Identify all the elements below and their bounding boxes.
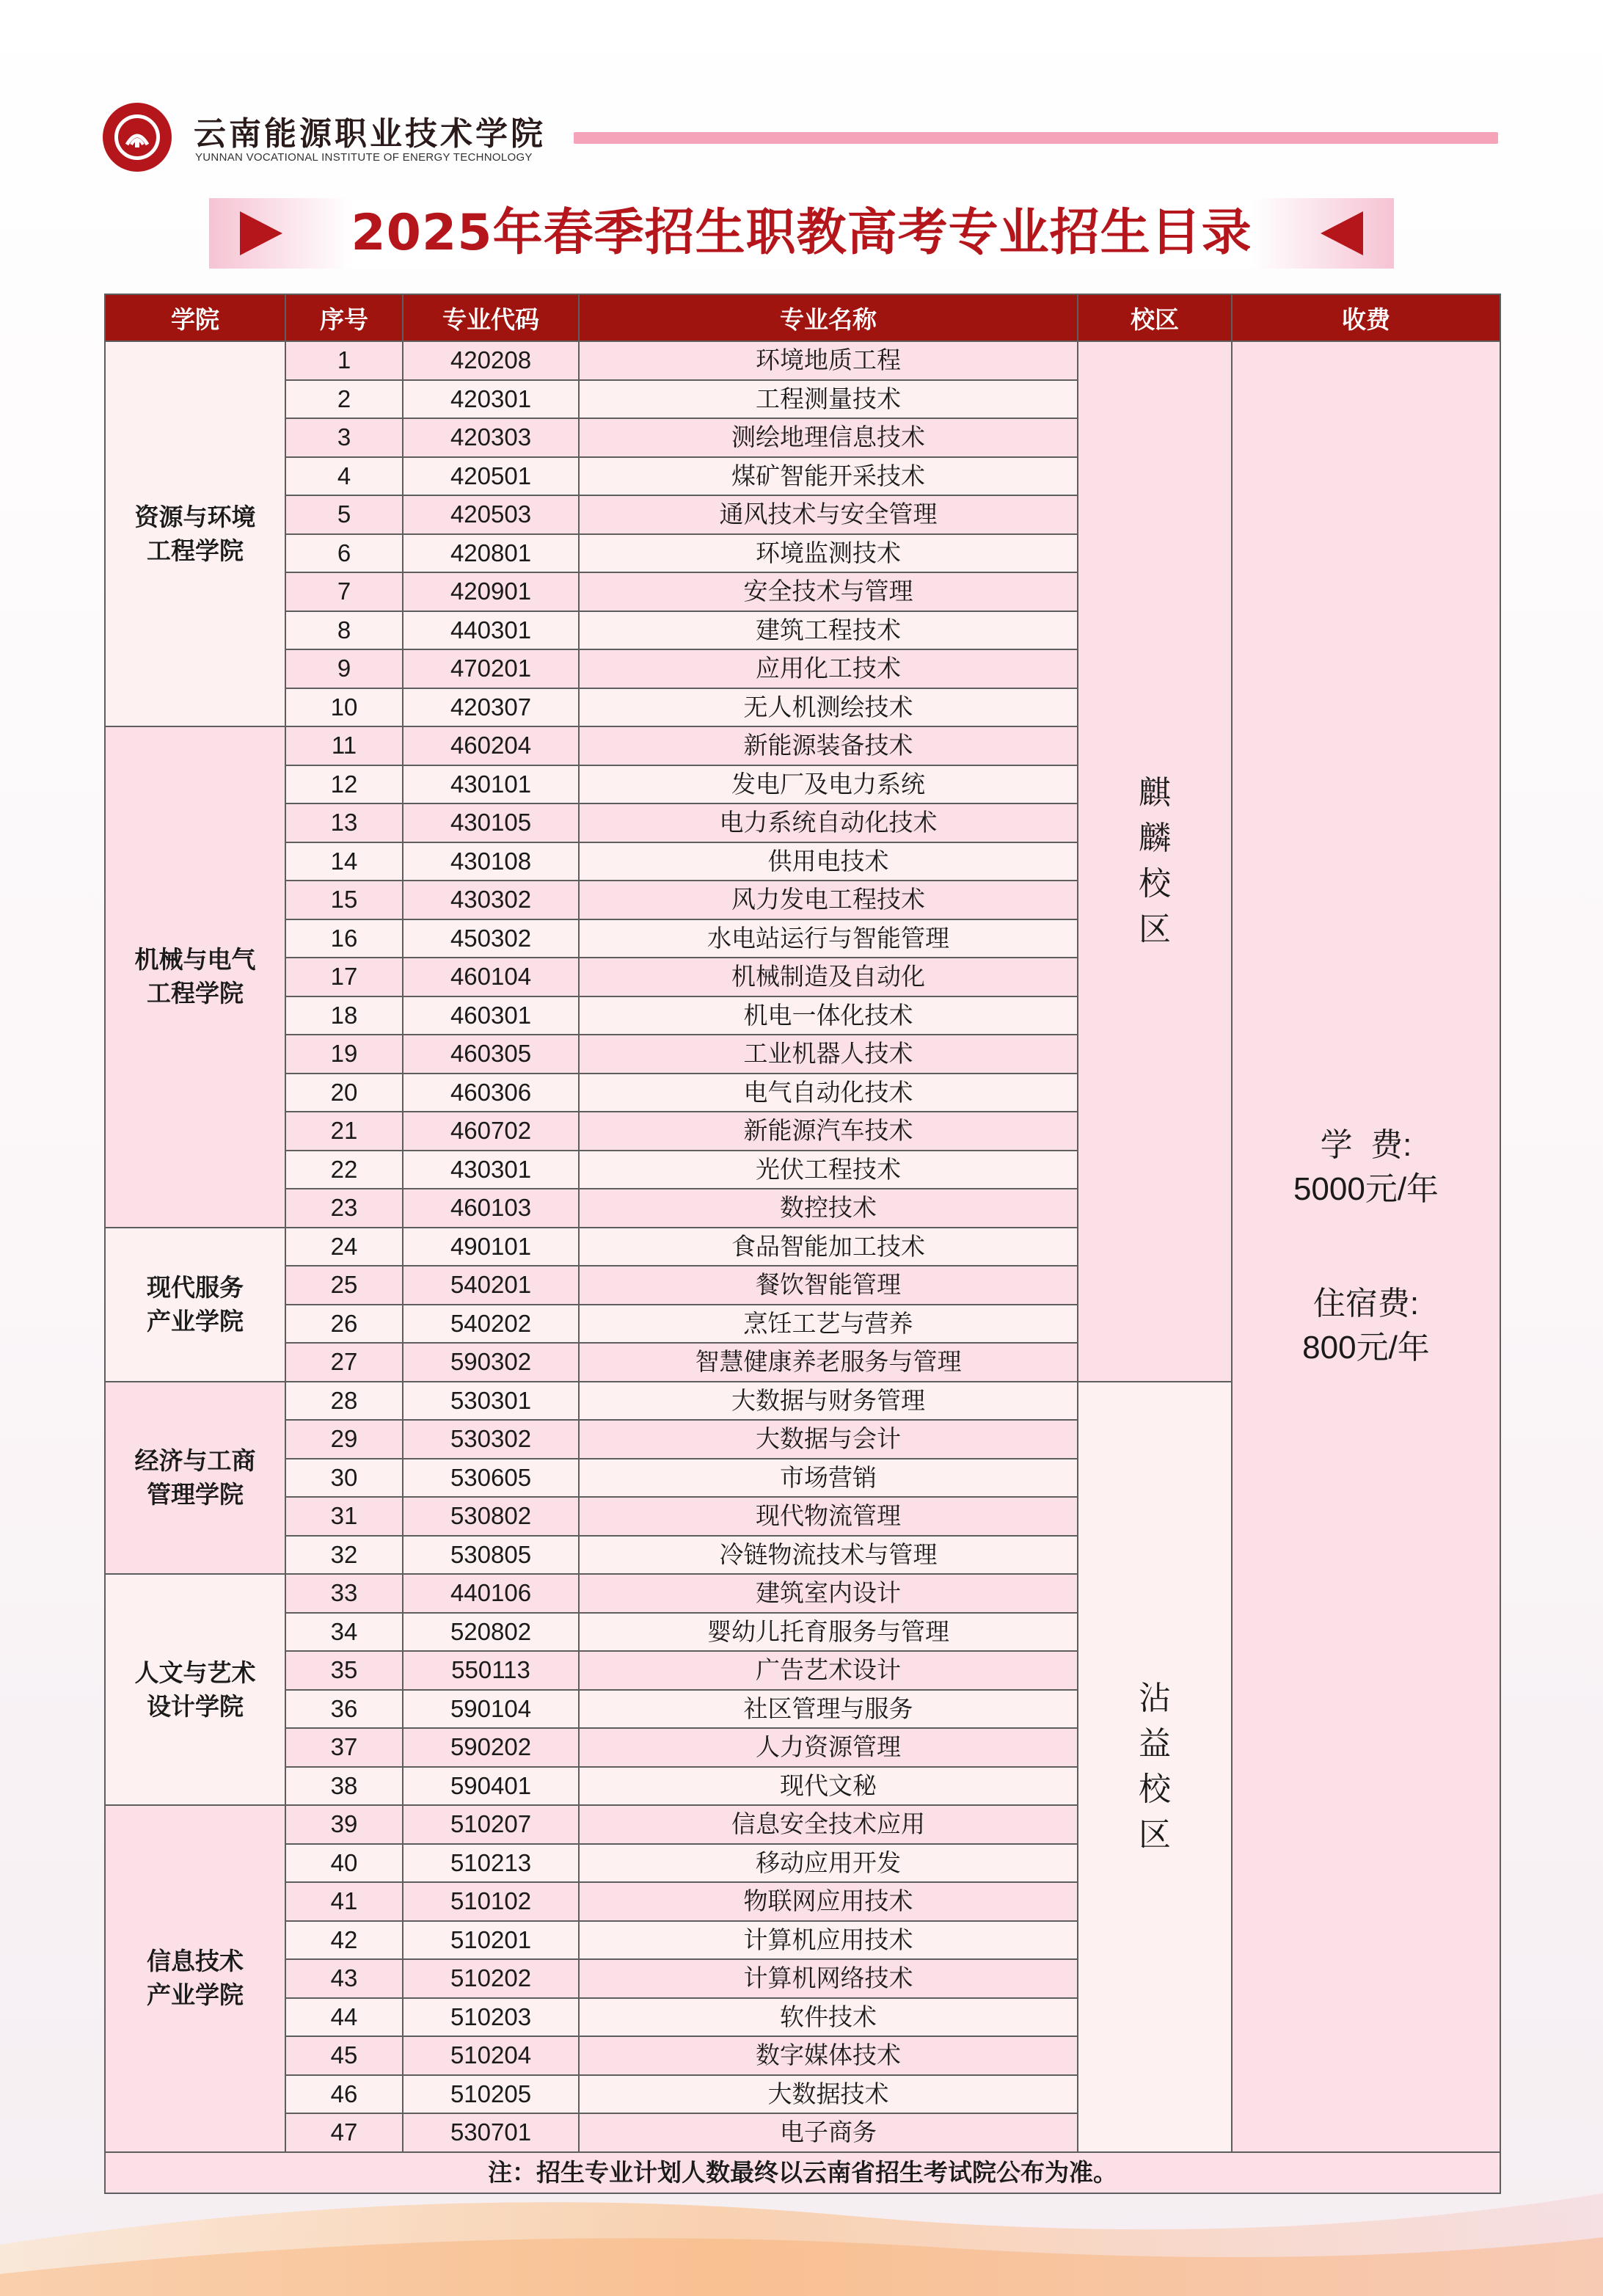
- major-code: 460204: [403, 726, 579, 765]
- major-code: 430302: [403, 881, 579, 919]
- major-name: 光伏工程技术: [579, 1151, 1078, 1189]
- major-name: 人力资源管理: [579, 1728, 1078, 1767]
- campus-name-char: 沾: [1139, 1680, 1171, 1716]
- college-name-line: 工程学院: [147, 536, 244, 564]
- row-number: 7: [285, 572, 403, 611]
- college-name-line: 产业学院: [147, 1307, 244, 1335]
- major-code: 420303: [403, 418, 579, 457]
- major-code: 460306: [403, 1074, 579, 1112]
- major-code: 530805: [403, 1536, 579, 1575]
- major-name: 广告艺术设计: [579, 1651, 1078, 1690]
- major-code: 420503: [403, 495, 579, 534]
- header-fee: 收费: [1232, 294, 1500, 341]
- row-number: 23: [285, 1189, 403, 1228]
- major-name: 食品智能加工技术: [579, 1228, 1078, 1267]
- campus-name-char: 麒: [1139, 774, 1171, 811]
- row-number: 37: [285, 1728, 403, 1767]
- school-name-cn: 云南能源职业技术学院: [194, 115, 546, 153]
- major-name: 发电厂及电力系统: [579, 765, 1078, 804]
- major-code: 460301: [403, 996, 579, 1035]
- major-name: 供用电技术: [579, 842, 1078, 881]
- college-cell: [105, 726, 285, 1228]
- header-campus: 校区: [1078, 294, 1232, 341]
- major-code: 530701: [403, 2113, 579, 2152]
- row-number: 12: [285, 765, 403, 804]
- major-code: 420801: [403, 534, 579, 573]
- row-number: 35: [285, 1651, 403, 1690]
- major-code: 430301: [403, 1151, 579, 1189]
- major-code: 420301: [403, 380, 579, 419]
- row-number: 13: [285, 803, 403, 842]
- row-number: 19: [285, 1035, 403, 1074]
- major-code: 590202: [403, 1728, 579, 1767]
- major-name: 计算机网络技术: [579, 1959, 1078, 1998]
- major-code: 490101: [403, 1228, 579, 1267]
- header-college: 学院: [105, 294, 285, 341]
- row-number: 41: [285, 1882, 403, 1921]
- row-number: 40: [285, 1844, 403, 1883]
- college-name-line: 人文与艺术: [134, 1658, 256, 1686]
- major-code: 540201: [403, 1266, 579, 1305]
- major-code: 510203: [403, 1998, 579, 2037]
- college-name-line: 经济与工商: [134, 1446, 256, 1474]
- row-number: 6: [285, 534, 403, 573]
- major-name: 机械制造及自动化: [579, 958, 1078, 996]
- campus-cell: [1078, 341, 1232, 1382]
- major-name: 电子商务: [579, 2113, 1078, 2152]
- major-code: 510205: [403, 2075, 579, 2114]
- row-number: 39: [285, 1805, 403, 1844]
- major-code: 420501: [403, 457, 579, 496]
- row-number: 27: [285, 1343, 403, 1382]
- major-code: 590302: [403, 1343, 579, 1382]
- major-code: 530802: [403, 1497, 579, 1536]
- row-number: 3: [285, 418, 403, 457]
- college-name-line: 工程学院: [147, 980, 244, 1007]
- row-number: 25: [285, 1266, 403, 1305]
- campus-name-char: 麟: [1139, 820, 1171, 856]
- row-number: 38: [285, 1767, 403, 1806]
- major-name: 应用化工技术: [579, 649, 1078, 688]
- major-name: 数字媒体技术: [579, 2036, 1078, 2075]
- major-code: 590401: [403, 1767, 579, 1806]
- major-code: 520802: [403, 1613, 579, 1652]
- college-cell: [105, 1228, 285, 1382]
- major-name: 机电一体化技术: [579, 996, 1078, 1035]
- college-name-line: 管理学院: [147, 1480, 244, 1508]
- major-name: 软件技术: [579, 1998, 1078, 2037]
- major-code: 510207: [403, 1805, 579, 1844]
- table-header-row: [105, 294, 1500, 341]
- major-name: 测绘地理信息技术: [579, 418, 1078, 457]
- major-name: 煤矿智能开采技术: [579, 457, 1078, 496]
- major-code: 430105: [403, 803, 579, 842]
- fee-cell: [1232, 341, 1500, 2152]
- major-name: 电气自动化技术: [579, 1074, 1078, 1112]
- major-name: 水电站运行与智能管理: [579, 919, 1078, 958]
- row-number: 45: [285, 2036, 403, 2075]
- row-number: 18: [285, 996, 403, 1035]
- major-code: 510204: [403, 2036, 579, 2075]
- major-name: 环境监测技术: [579, 534, 1078, 573]
- row-number: 21: [285, 1112, 403, 1151]
- decorative-wave: [0, 2149, 1603, 2296]
- header-divider: [574, 132, 1498, 144]
- major-name: 电力系统自动化技术: [579, 803, 1078, 842]
- campus-name-char: 益: [1139, 1725, 1171, 1762]
- row-number: 17: [285, 958, 403, 996]
- dorm-fee-value: 800元/年: [1302, 1329, 1430, 1366]
- table-row: [105, 341, 1500, 380]
- row-number: 16: [285, 919, 403, 958]
- footnote: 注：招生专业计划人数最终以云南省招生考试院公布为准。: [105, 2152, 1500, 2193]
- major-name: 工程测量技术: [579, 380, 1078, 419]
- row-number: 26: [285, 1305, 403, 1344]
- row-number: 42: [285, 1921, 403, 1960]
- major-name: 移动应用开发: [579, 1844, 1078, 1883]
- college-name-line: 产业学院: [147, 1981, 244, 2009]
- fee-spacer: [1233, 1211, 1500, 1282]
- major-name: 餐饮智能管理: [579, 1266, 1078, 1305]
- major-name: 物联网应用技术: [579, 1882, 1078, 1921]
- major-code: 510213: [403, 1844, 579, 1883]
- page-title: 2025年春季招生职教高考专业招生目录: [351, 204, 1252, 262]
- major-code: 420208: [403, 341, 579, 380]
- school-name-en: YUNNAN VOCATIONAL INSTITUTE OF ENERGY TECHNOLOGY: [195, 151, 533, 164]
- college-name-line: 机械与电气: [134, 946, 256, 974]
- college-name-line: 信息技术: [147, 1947, 244, 1975]
- major-name: 新能源装备技术: [579, 726, 1078, 765]
- major-code: 540202: [403, 1305, 579, 1344]
- major-code: 460104: [403, 958, 579, 996]
- row-number: 10: [285, 688, 403, 727]
- major-name: 工业机器人技术: [579, 1035, 1078, 1074]
- major-code: 460103: [403, 1189, 579, 1228]
- college-cell: [105, 1574, 285, 1805]
- major-code: 440301: [403, 611, 579, 650]
- row-number: 32: [285, 1536, 403, 1575]
- row-number: 14: [285, 842, 403, 881]
- major-name: 大数据技术: [579, 2075, 1078, 2114]
- major-code: 530605: [403, 1459, 579, 1498]
- row-number: 31: [285, 1497, 403, 1536]
- campus-name-char: 区: [1139, 911, 1171, 947]
- major-code: 440106: [403, 1574, 579, 1613]
- dorm-fee-label: 住宿费:: [1312, 1285, 1420, 1322]
- major-catalog-table: [104, 294, 1501, 2194]
- major-code: 420307: [403, 688, 579, 727]
- major-name: 环境地质工程: [579, 341, 1078, 380]
- row-number: 9: [285, 649, 403, 688]
- major-name: 通风技术与安全管理: [579, 495, 1078, 534]
- major-code: 450302: [403, 919, 579, 958]
- tuition-value: 5000元/年: [1293, 1170, 1439, 1207]
- major-code: 530302: [403, 1420, 579, 1459]
- major-name: 现代文秘: [579, 1767, 1078, 1806]
- header-major-name: 专业名称: [579, 294, 1078, 341]
- row-number: 15: [285, 881, 403, 919]
- major-name: 冷链物流技术与管理: [579, 1536, 1078, 1575]
- row-number: 11: [285, 726, 403, 765]
- major-name: 大数据与财务管理: [579, 1382, 1078, 1421]
- row-number: 28: [285, 1382, 403, 1421]
- major-code: 460305: [403, 1035, 579, 1074]
- major-code: 430108: [403, 842, 579, 881]
- major-code: 530301: [403, 1382, 579, 1421]
- major-name: 数控技术: [579, 1189, 1078, 1228]
- major-name: 信息安全技术应用: [579, 1805, 1078, 1844]
- campus-name-char: 校: [1139, 1771, 1171, 1807]
- row-number: 47: [285, 2113, 403, 2152]
- college-name-line: 设计学院: [147, 1692, 244, 1720]
- college-name-line: 资源与环境: [134, 503, 256, 531]
- page-header: [103, 103, 1504, 176]
- campus-name-char: 校: [1139, 865, 1171, 902]
- header-code: 专业代码: [403, 294, 579, 341]
- header-number: 序号: [285, 294, 403, 341]
- college-cell: [105, 341, 285, 726]
- major-name: 烹饪工艺与营养: [579, 1305, 1078, 1344]
- college-name-line: 现代服务: [147, 1273, 244, 1301]
- major-code: 590104: [403, 1690, 579, 1729]
- tuition-label: 学 费:: [1320, 1126, 1412, 1163]
- row-number: 2: [285, 380, 403, 419]
- row-number: 1: [285, 341, 403, 380]
- row-number: 20: [285, 1074, 403, 1112]
- college-cell: [105, 1382, 285, 1575]
- major-name: 婴幼儿托育服务与管理: [579, 1613, 1078, 1652]
- major-name: 建筑工程技术: [579, 611, 1078, 650]
- row-number: 22: [285, 1151, 403, 1189]
- college-cell: [105, 1805, 285, 2152]
- row-number: 30: [285, 1459, 403, 1498]
- major-code: 430101: [403, 765, 579, 804]
- row-number: 43: [285, 1959, 403, 1998]
- major-name: 社区管理与服务: [579, 1690, 1078, 1729]
- major-code: 470201: [403, 649, 579, 688]
- major-name: 无人机测绘技术: [579, 688, 1078, 727]
- major-name: 新能源汽车技术: [579, 1112, 1078, 1151]
- school-logo: [103, 103, 172, 172]
- major-name: 计算机应用技术: [579, 1921, 1078, 1960]
- row-number: 8: [285, 611, 403, 650]
- major-code: 550113: [403, 1651, 579, 1690]
- major-name: 安全技术与管理: [579, 572, 1078, 611]
- logo-emblem-icon: [114, 114, 160, 160]
- major-name: 市场营销: [579, 1459, 1078, 1498]
- major-name: 大数据与会计: [579, 1420, 1078, 1459]
- major-code: 510201: [403, 1921, 579, 1960]
- campus-cell: [1078, 1382, 1232, 2152]
- row-number: 36: [285, 1690, 403, 1729]
- row-number: 44: [285, 1998, 403, 2037]
- major-code: 510102: [403, 1882, 579, 1921]
- major-name: 现代物流管理: [579, 1497, 1078, 1536]
- major-code: 420901: [403, 572, 579, 611]
- row-number: 5: [285, 495, 403, 534]
- row-number: 34: [285, 1613, 403, 1652]
- row-number: 4: [285, 457, 403, 496]
- campus-name-char: 区: [1139, 1816, 1171, 1853]
- row-number: 33: [285, 1574, 403, 1613]
- major-name: 建筑室内设计: [579, 1574, 1078, 1613]
- major-name: 智慧健康养老服务与管理: [579, 1343, 1078, 1382]
- major-code: 510202: [403, 1959, 579, 1998]
- title-banner: [209, 198, 1394, 269]
- row-number: 24: [285, 1228, 403, 1267]
- major-code: 460702: [403, 1112, 579, 1151]
- major-name: 风力发电工程技术: [579, 881, 1078, 919]
- row-number: 29: [285, 1420, 403, 1459]
- row-number: 46: [285, 2075, 403, 2114]
